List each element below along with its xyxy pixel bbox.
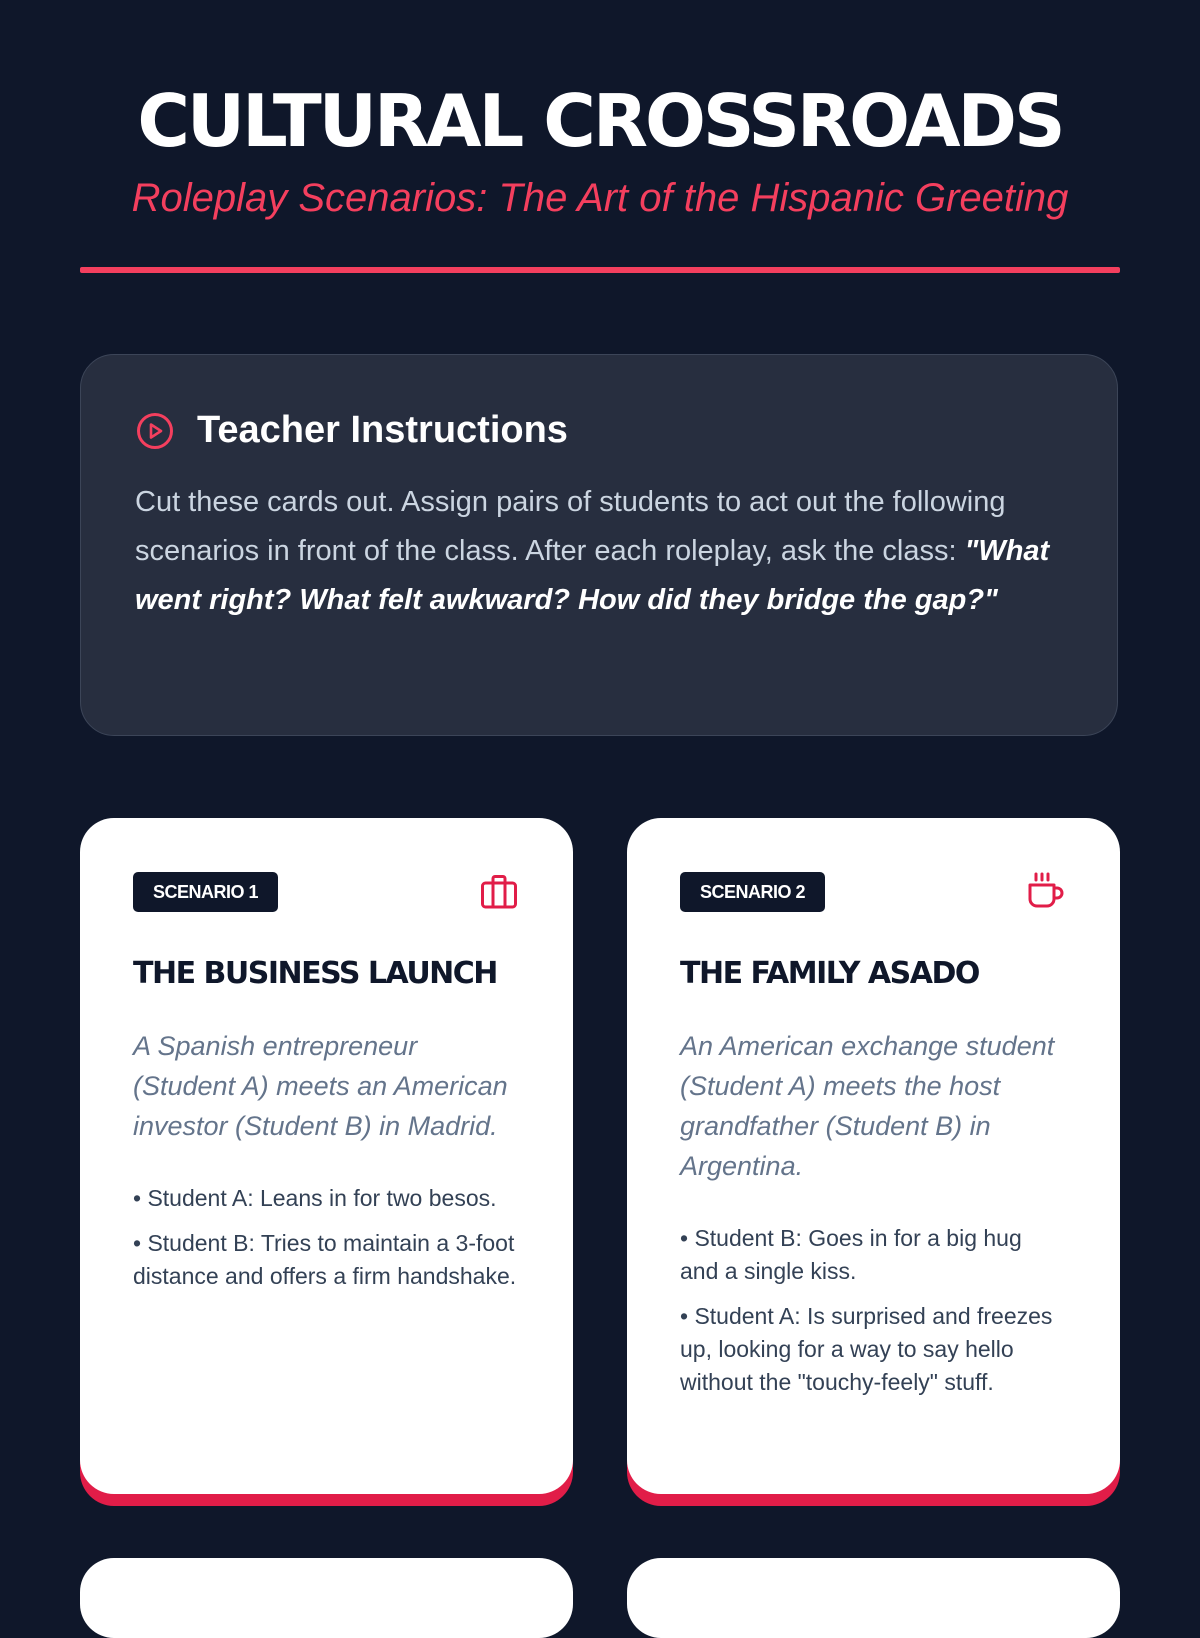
scenario-card-2 (627, 818, 1120, 1494)
role-point: • Student A: Leans in for two besos. (133, 1185, 497, 1211)
role-point: • Student B: Tries to maintain a 3-foot distance and offers a firm handshake. (133, 1230, 517, 1289)
scenario-card-1 (80, 818, 573, 1494)
scenario-roles (133, 1182, 519, 1293)
instructions-header (135, 409, 1063, 452)
page-header (80, 0, 1120, 222)
scenario-description: An American exchange student (Student A) meets the host grandfather (Student B) in Argentina. (680, 1031, 1055, 1181)
scenario-title: THE FAMILY ASADO (680, 956, 979, 991)
scenario-card-4-partial (627, 1558, 1120, 1638)
card-header (133, 872, 519, 912)
page-title: CULTURAL CROSSROADS (137, 79, 1063, 163)
header-divider (80, 267, 1120, 273)
role-point: • Student A: Is surprised and freezes up, looking for a way to say hello without the "touchy-feely" stuff. (680, 1303, 1053, 1395)
teacher-instructions-panel (80, 354, 1118, 736)
instructions-quote: "What went right? What felt awkward? How did they bridge the gap?" (135, 535, 1050, 616)
role-point: • Student B: Goes in for a big hug and a single kiss. (680, 1225, 1022, 1284)
scenario-title: THE BUSINESS LAUNCH (133, 956, 497, 991)
scenario-description: A Spanish entrepreneur (Student A) meets an American investor (Student B) in Madrid. (133, 1031, 508, 1141)
instructions-title: Teacher Instructions (197, 409, 568, 451)
page-subtitle: Roleplay Scenarios: The Art of the Hispanic Greeting (131, 176, 1069, 220)
instructions-body: Cut these cards out. Assign pairs of students to act out the following scenarios in front of the class. After each roleplay, ask the class: (135, 486, 1006, 567)
coffee-cup-icon (1026, 872, 1066, 912)
scenario-roles (680, 1222, 1066, 1399)
scenario-badge: SCENARIO 2 (680, 872, 825, 912)
scenario-card-3-partial (80, 1558, 573, 1638)
play-circle-icon (135, 411, 175, 451)
scenario-badge: SCENARIO 1 (133, 872, 278, 912)
instructions-text (135, 478, 1063, 625)
briefcase-icon (479, 872, 519, 912)
card-header (680, 872, 1066, 912)
